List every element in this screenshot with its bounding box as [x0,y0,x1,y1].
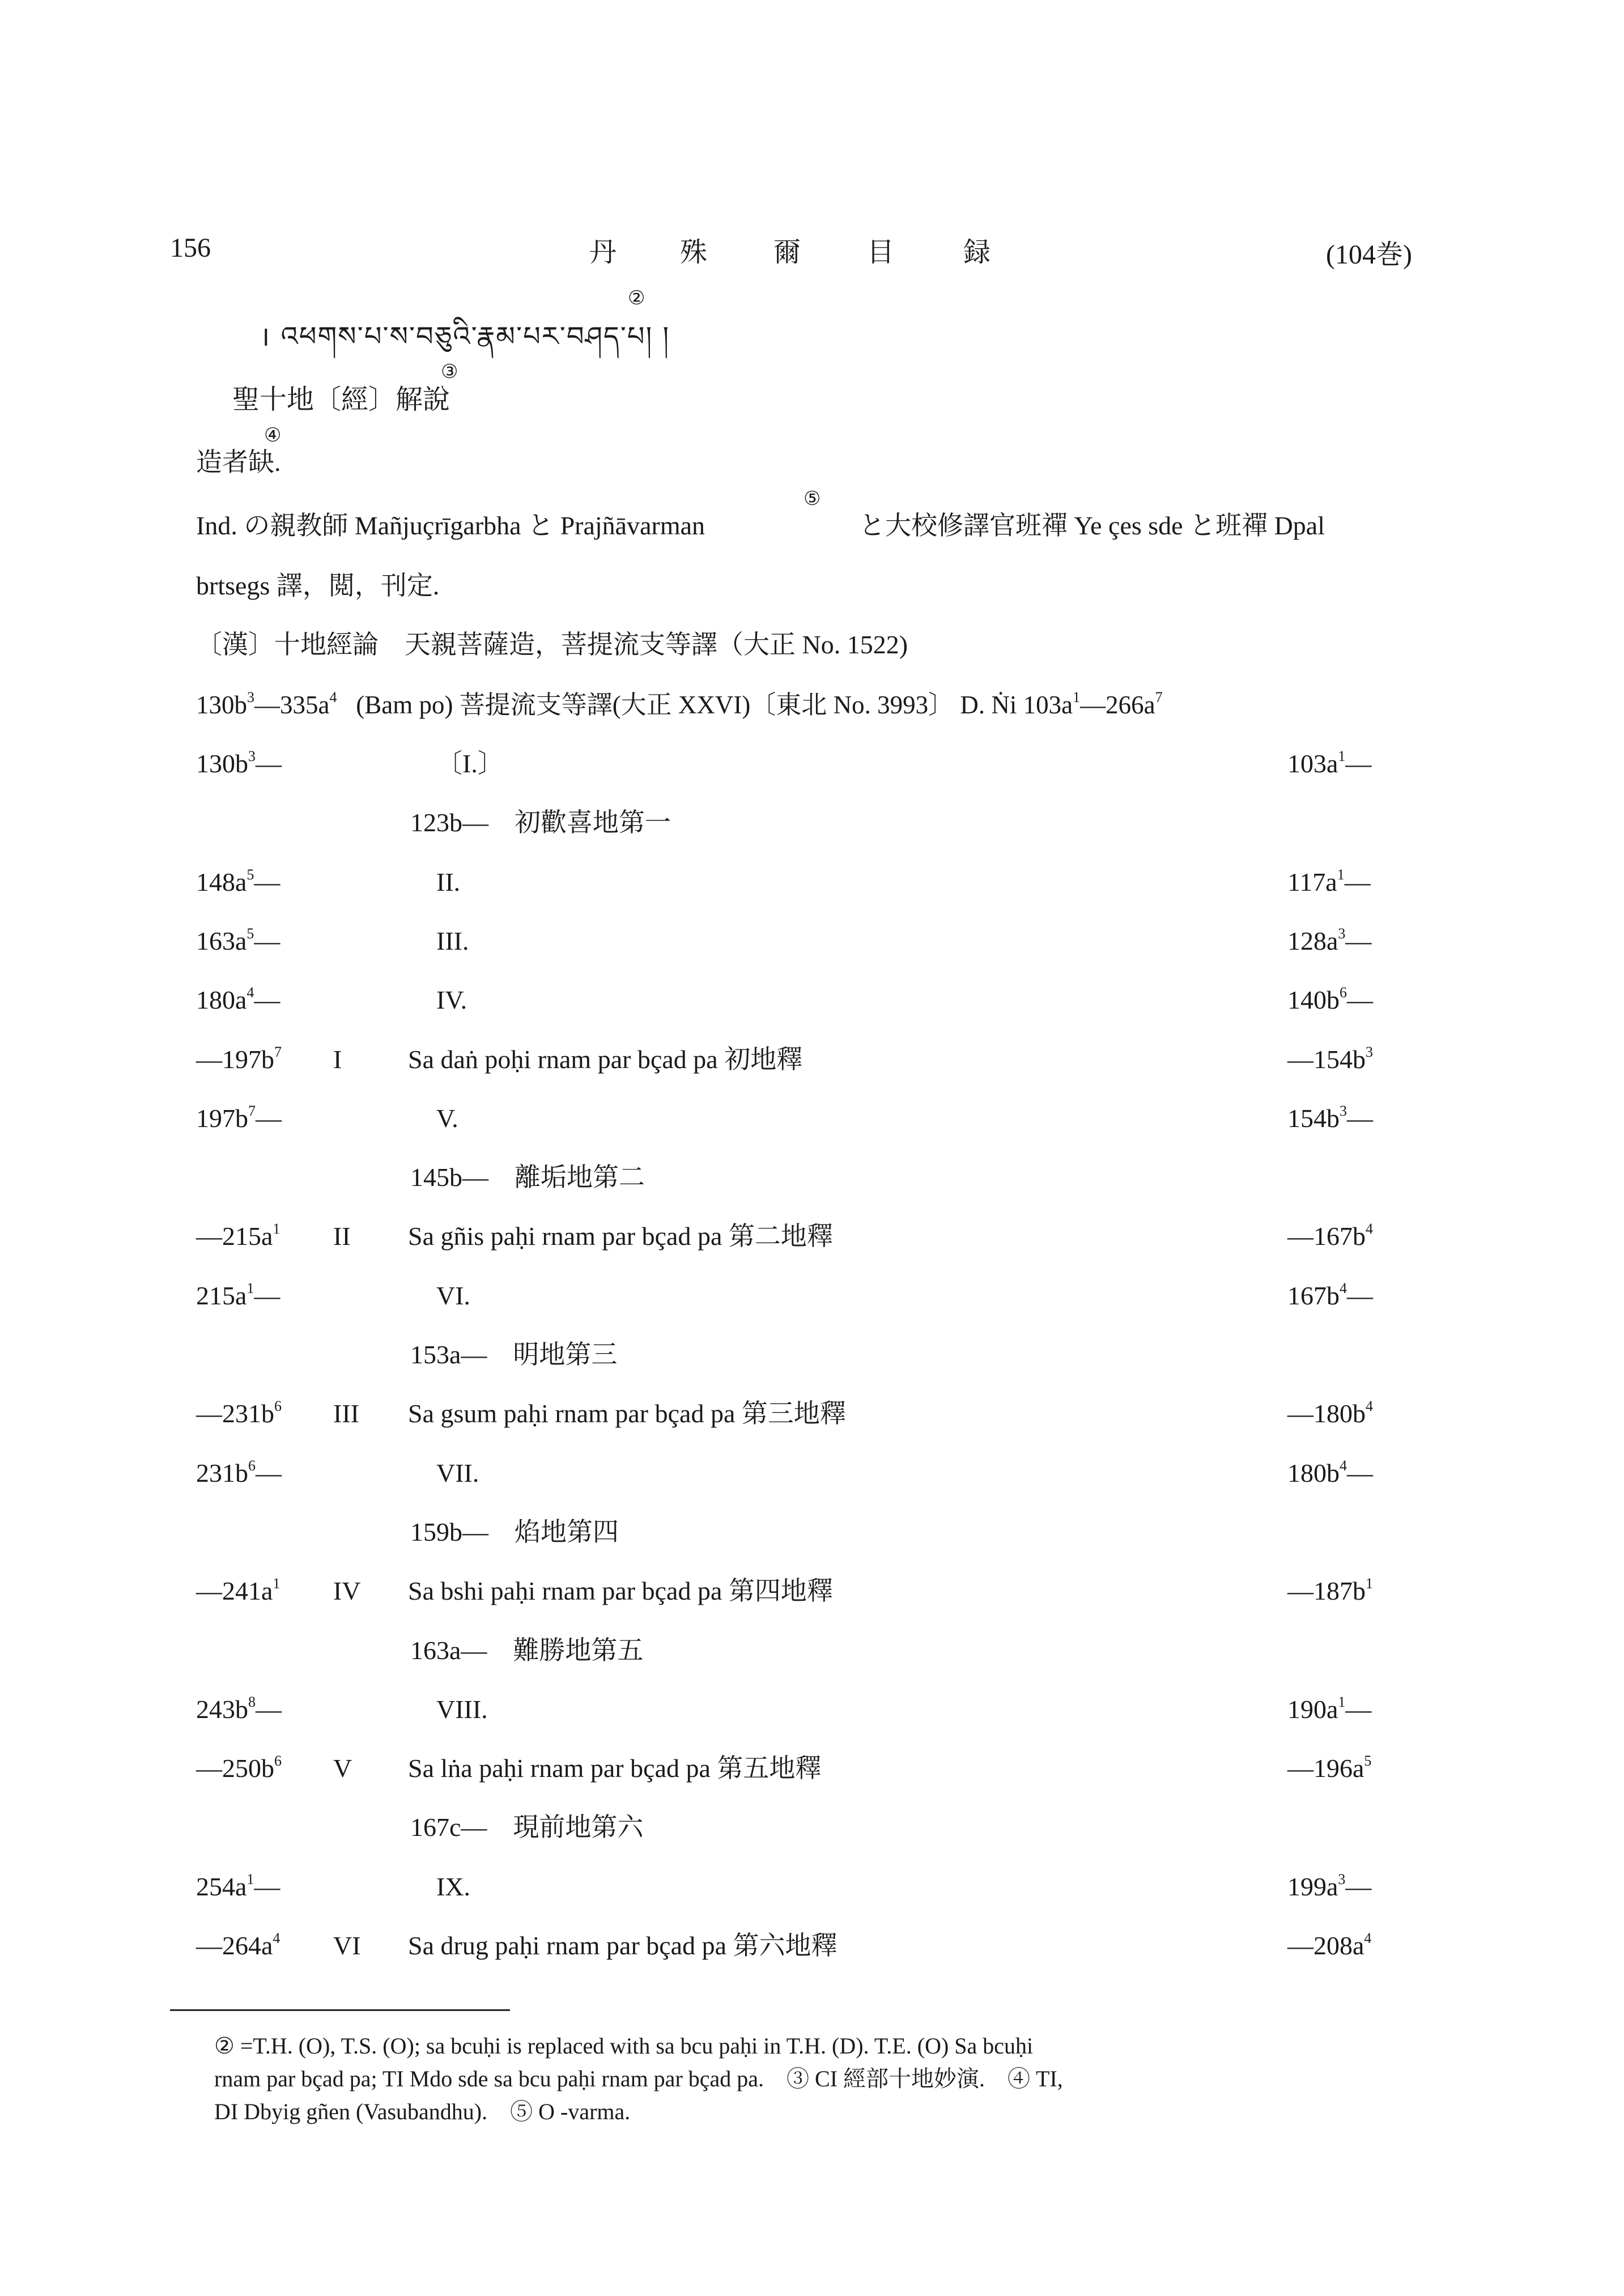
row-left-folio-num: —241a [196,1576,273,1605]
footnote-line-1: ② =T.H. (O), T.S. (O); sa bcuḥi is replaced with sa bcu paḥi in T.H. (D). T.E. (O) Sa bcuḥi [214,2033,1034,2059]
row-left-folio-dash: — [254,868,280,896]
row-chinese-chapter: 123b— 初歡喜地第一 [410,808,671,837]
row-left-folio-line: 7 [248,1103,256,1119]
row-right-folio-line: 3 [1340,1103,1347,1119]
row-title: IV. [436,985,467,1014]
row-right-folio-line: 3 [1338,1871,1346,1887]
row-left-folio [196,1930,280,1962]
range-start: 130b [196,691,247,719]
row-left-folio-dash: — [256,1695,282,1724]
row-right-folio-num: 117a [1287,868,1337,896]
running-title-char-2: 殊 [680,237,708,267]
row-right-folio-dash: — [1345,926,1372,955]
row-left-folio [196,866,280,898]
row-right-folio-dash: — [1347,1459,1373,1487]
range-end-sup: 4 [329,689,337,705]
row-right-folio-num: —154b [1287,1045,1366,1074]
row-left-folio-dash: — [254,1872,280,1901]
row-left-folio-num: —215a [196,1222,273,1251]
row-left-folio-line: 3 [248,748,256,764]
row-chapter-roman: I [333,1045,342,1074]
running-title-char-3: 爾 [773,237,801,267]
running-title-char-4: 目 [867,237,895,267]
row-left-folio-line: 4 [273,1930,280,1946]
row-right-folio-line: 6 [1340,984,1347,1001]
row-left-folio-num: —250b [196,1754,274,1783]
row-left-folio-num: 254a [196,1872,247,1901]
row-title: Sa daṅ poḥi rnam par bçad pa 初地釋 [408,1045,803,1074]
row-left-folio-line: 6 [274,1398,282,1414]
row-right-folio-dash: — [1347,1104,1373,1133]
footnote-line-3: DI Dbyig gñen (Vasubandhu). ⑤ O -varma. [214,2099,631,2124]
volume-label: (104巻) [1326,240,1412,270]
row-right-folio-num: —196a [1287,1754,1364,1783]
row-right-folio [1287,925,1371,957]
running-title-char-1: 丹 [589,237,617,267]
note-mark-5: ⑤ [804,488,821,509]
footnote-rule [170,2009,510,2011]
row-left-folio-num: —197b [196,1045,274,1074]
row-left-folio-line: 8 [248,1694,256,1710]
range-start-sup: 3 [247,689,254,705]
range-note-sup: 1 [1073,689,1081,705]
row-title: Sa gñis paḥi rnam par bçad pa 第二地釋 [408,1222,833,1251]
row-chapter-roman: V [333,1754,352,1783]
row-left-folio-num: 130b [196,749,248,778]
row-left-folio-line: 1 [246,1280,254,1296]
row-chapter-roman: III [333,1399,359,1428]
row-left-folio-dash: — [254,985,280,1014]
row-right-folio [1287,1694,1371,1725]
author-line: 造者缺. [196,448,281,477]
row-right-folio-num: 128a [1287,926,1338,955]
row-chinese-chapter: 163a— 難勝地第五 [410,1636,644,1665]
row-left-folio-num: —231b [196,1399,274,1428]
range-derge-end: —266a [1080,691,1155,719]
row-left-folio-line: 5 [246,866,254,883]
row-title: II. [436,868,461,896]
row-right-folio-num: 167b [1287,1281,1340,1310]
row-left-folio [196,1398,282,1430]
row-right-folio [1287,984,1373,1016]
row-title: VI. [436,1281,471,1310]
row-right-folio-num: 103a [1287,749,1338,778]
row-title: Sa gsum paḥi rnam par bçad pa 第三地釋 [408,1399,846,1428]
tibetan-title: । འཕགས་པ་ས་བཅུའི་རྣམ་པར་བཤད་པ། ། [260,321,670,352]
row-right-folio [1287,1398,1373,1430]
row-left-folio-dash: — [256,1459,282,1487]
row-left-folio-dash: — [254,1281,280,1310]
footnote-line-2: rnam par bçad pa; TI Mdo sde sa bcu paḥi rnam par bçad pa. ③ CI 經部十地妙演. ④ TI, [214,2066,1063,2091]
row-left-folio-num: 148a [196,868,247,896]
row-chapter-roman: VI [333,1931,361,1960]
row-right-folio-line: 4 [1366,1221,1373,1237]
row-right-folio [1287,748,1371,780]
row-right-folio-num: 140b [1287,985,1340,1014]
row-right-folio-num: 154b [1287,1104,1340,1133]
row-right-folio [1287,866,1371,898]
row-chapter-roman: II [333,1222,351,1251]
japanese-title: 聖十地〔經〕解說 [232,385,450,415]
range-derge-end-sup: 7 [1155,689,1163,705]
row-right-folio-line: 4 [1340,1280,1347,1296]
row-left-folio-line: 1 [246,1871,254,1887]
row-left-folio-num: —264a [196,1931,273,1960]
row-left-folio-num: 197b [196,1104,248,1133]
row-right-folio [1287,1280,1373,1312]
row-left-folio-dash: — [256,749,282,778]
range-end: —335a [254,691,330,719]
row-right-folio-line: 5 [1364,1753,1372,1769]
row-title: V. [436,1104,458,1133]
row-right-folio-dash: — [1345,749,1372,778]
row-right-folio-line: 1 [1337,866,1345,883]
row-right-folio-line: 4 [1364,1930,1372,1946]
row-right-folio-dash: — [1347,1281,1373,1310]
row-left-folio-line: 6 [248,1457,256,1474]
row-right-folio-line: 3 [1366,1044,1373,1060]
row-right-folio-num: —180b [1287,1399,1366,1428]
row-left-folio [196,1103,282,1134]
row-left-folio-line: 1 [273,1575,280,1592]
row-right-folio-dash: — [1347,985,1373,1014]
row-right-folio-line: 1 [1366,1575,1373,1592]
chinese-parallel: 〔漢〕十地經論 天親菩薩造，菩提流支等譯（大正 No. 1522) [196,630,908,659]
row-right-folio-line: 1 [1338,1694,1346,1710]
row-chapter-roman: IV [333,1576,361,1605]
row-title: Sa lṅa paḥi rnam par bçad pa 第五地釋 [408,1754,822,1783]
row-right-folio-num: 190a [1287,1695,1338,1724]
row-left-folio-line: 7 [274,1044,282,1060]
row-left-folio [196,984,280,1016]
note-mark-4: ④ [264,425,282,446]
row-left-folio [196,925,280,957]
row-right-folio-line: 1 [1338,748,1346,764]
row-right-folio-line: 3 [1338,925,1346,942]
row-left-folio [196,1044,282,1075]
row-right-folio [1287,1457,1373,1489]
running-title-char-5: 録 [963,237,991,267]
row-left-folio [196,1694,282,1725]
row-left-folio-num: 231b [196,1459,248,1487]
row-right-folio [1287,1753,1371,1784]
note-mark-3: ③ [441,362,458,382]
row-title: VII. [436,1459,479,1487]
row-right-folio-dash: — [1345,1695,1372,1724]
row-left-folio-num: 215a [196,1281,247,1310]
translators-line-1a: Ind. の親教師 Mañjuçrīgarbha と Prajñāvarman [196,511,705,540]
row-left-folio [196,1871,280,1903]
row-right-folio-dash: — [1344,868,1371,896]
range-line [196,689,1163,721]
range-note: (Bam po) 菩提流支等譯(大正 XXVI)〔東北 No. 3993〕 D. Ṅi 103a [356,691,1073,719]
row-left-folio-num: 163a [196,926,247,955]
row-title: IX. [436,1872,471,1901]
row-left-folio [196,1457,282,1489]
row-right-folio-num: 180b [1287,1459,1340,1487]
row-right-folio-num: —167b [1287,1222,1366,1251]
row-left-folio-dash: — [256,1104,282,1133]
row-title: VIII. [436,1695,488,1724]
row-left-folio-line: 4 [246,984,254,1001]
row-left-folio-line: 5 [246,925,254,942]
row-right-folio [1287,1871,1371,1903]
row-right-folio [1287,1221,1373,1252]
row-title: 〔I.〕 [436,749,504,778]
note-mark-2: ② [628,288,645,309]
row-left-folio-num: 243b [196,1695,248,1724]
row-left-folio-line: 1 [273,1221,280,1237]
translators-line-1b: と大校修譯官班禪 Ye çes sde と班禪 Dpal [859,511,1325,540]
row-left-folio-num: 180a [196,985,247,1014]
row-right-folio-dash: — [1345,1872,1372,1901]
row-chinese-chapter: 145b— 離垢地第二 [410,1163,645,1192]
row-left-folio [196,748,282,780]
page-number: 156 [170,233,211,263]
row-title: III. [436,926,469,955]
row-left-folio-line: 6 [274,1753,282,1769]
row-right-folio [1287,1044,1373,1075]
row-right-folio-num: —187b [1287,1576,1366,1605]
row-right-folio [1287,1930,1371,1962]
row-left-folio [196,1575,280,1607]
row-right-folio-num: 199a [1287,1872,1338,1901]
row-right-folio-line: 4 [1366,1398,1373,1414]
row-chinese-chapter: 167c— 現前地第六 [410,1813,644,1842]
row-right-folio-num: —208a [1287,1931,1364,1960]
row-title: Sa bshi paḥi rnam par bçad pa 第四地釋 [408,1576,833,1605]
row-left-folio [196,1221,280,1252]
row-right-folio [1287,1575,1373,1607]
row-left-folio [196,1753,282,1784]
translators-line-2: brtsegs 譯，閲，刊定. [196,571,440,600]
row-right-folio [1287,1103,1373,1134]
row-chinese-chapter: 153a— 明地第三 [410,1340,618,1369]
row-left-folio [196,1280,280,1312]
row-chinese-chapter: 159b— 焰地第四 [410,1517,619,1546]
row-title: Sa drug paḥi rnam par bçad pa 第六地釋 [408,1931,837,1960]
row-right-folio-line: 4 [1340,1457,1347,1474]
row-left-folio-dash: — [254,926,280,955]
